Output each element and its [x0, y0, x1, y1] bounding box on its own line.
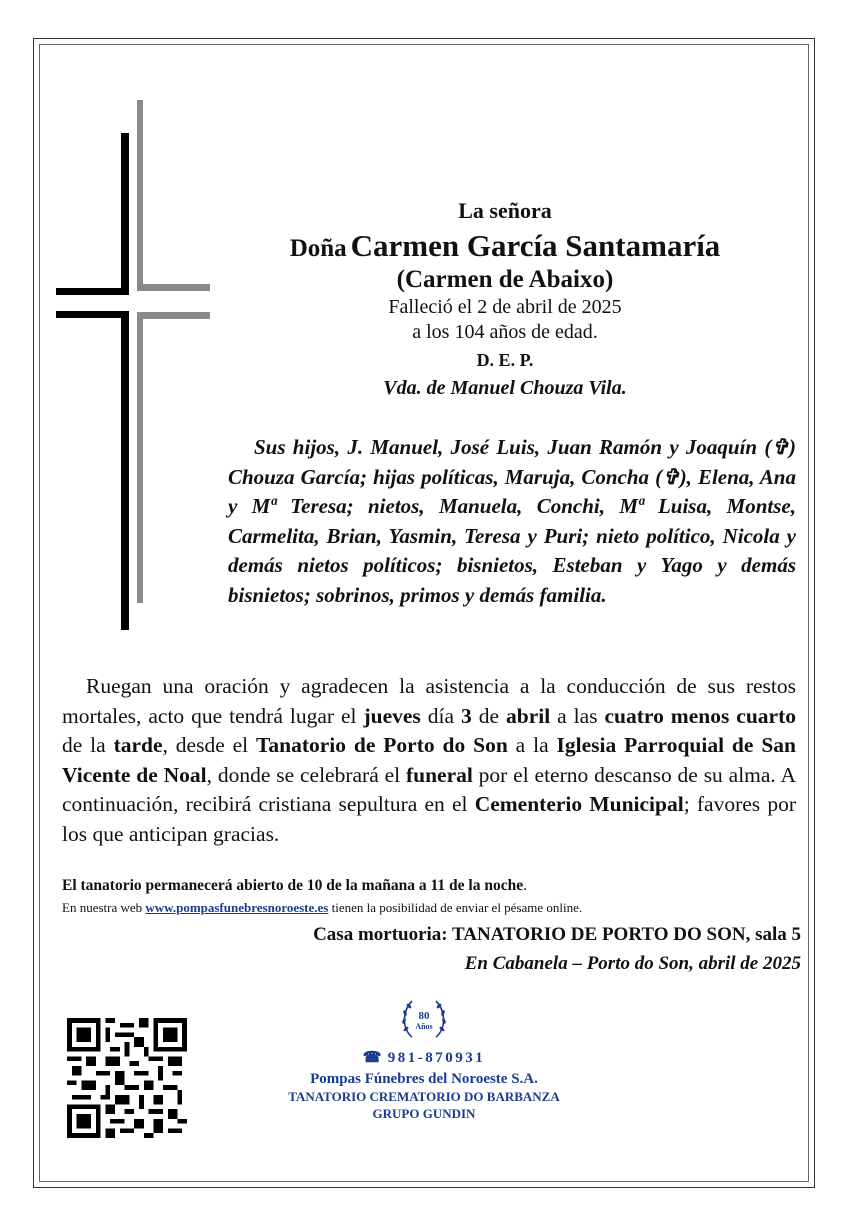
group-name: GRUPO GUNDIN — [372, 1106, 476, 1121]
anniversary-logo — [396, 995, 452, 1045]
funeral-word: funeral — [405, 762, 473, 787]
cemetery-name: Cementerio Municipal — [474, 792, 684, 816]
announcement-text: de la — [62, 733, 114, 757]
departure-location: Tanatorio de Porto do Son — [256, 733, 508, 757]
phone-icon: ☎ — [362, 1050, 382, 1066]
announcement-text: de — [471, 703, 506, 728]
family-list — [228, 433, 796, 610]
opening-hours-period: . — [523, 877, 527, 894]
day-number: 3 — [461, 703, 472, 728]
announcement-text: por el eterno descanso de su alma. A continuación, recibirá cristiana sepultura en el — [62, 762, 796, 816]
condolence-note — [62, 900, 802, 916]
widow-of: Vda. de Manuel Chouza Vila. — [383, 377, 627, 399]
phone-line — [250, 1048, 598, 1067]
qr-code[interactable] — [67, 1018, 187, 1138]
deceased-name: Carmen García Santamaría — [350, 228, 721, 263]
cross-icon — [56, 100, 210, 630]
month: abril — [505, 703, 551, 728]
age-at-death: a los 104 años de edad. — [412, 321, 598, 343]
family-text-1: Sus hijos, J. Manuel, José Luis, Juan Ramón y Joaquín ( — [254, 435, 772, 459]
deceased-cross-icon: ✞ — [771, 435, 789, 459]
announcement-text: a las — [550, 703, 605, 728]
web-note-text: En nuestra web — [62, 900, 146, 915]
announcement-text: Ruegan una oración y agradecen la asistencia a la conducción de sus restos mortales, acto que tendrá lugar el — [62, 674, 796, 728]
obituary-header — [200, 198, 810, 400]
ceremony-time: cuatro menos cuarto — [604, 703, 796, 728]
company-footer — [250, 1048, 598, 1122]
announcement-text: , donde se celebrará el — [206, 762, 406, 787]
deceased-name-line — [200, 228, 810, 264]
opening-hours-text: El tanatorio permanecerá abierto de 10 de la mañana a 11 de la noche — [62, 877, 524, 894]
funeral-home: Casa mortuoria: TANATORIO DE PORTO DO SON, sala 5 — [313, 924, 801, 945]
family-text-3: ), Elena, Ana y Mª Teresa; nietos, Manuela, Conchi, Mª Luisa, Montse, Carmelita, Brian, Yasmin, Teresa y Puri; nieto político, Nicola y demás nietos políticos; bisnietos, Esteban y Yago y demás bisnietos; sobrinos, primos y demás familia. — [228, 464, 796, 607]
rip-text: D. E. P. — [476, 350, 534, 370]
deceased-cross-icon: ✞ — [662, 464, 680, 489]
intro-text: La señora — [458, 198, 552, 223]
opening-hours — [62, 877, 802, 895]
church-name: Iglesia Parroquial de San Vicente de Noal — [62, 733, 796, 787]
title-prefix: Doña — [289, 235, 347, 262]
time-of-day: tarde — [113, 733, 163, 757]
logo-word: Años — [415, 1022, 433, 1031]
phone-number: 981-870931 — [387, 1050, 486, 1066]
company-name: Pompas Fúnebres del Noroeste S.A. — [310, 1071, 538, 1087]
nickname: (Carmen de Abaixo) — [396, 266, 614, 293]
website-link[interactable]: www.pompasfunebresnoroeste.es — [145, 900, 329, 915]
family-text-2: ) Chouza García; hijas políticas, Maruja, Concha ( — [228, 435, 796, 489]
logo-number: 80 — [418, 1010, 430, 1022]
place-and-date: En Cabanela – Porto do Son, abril de 2025 — [464, 953, 801, 974]
announcement-text: a la — [507, 733, 557, 757]
announcement-text: ; favores por los que anticipan gracias. — [62, 792, 797, 846]
crematorium-name: TANATORIO CREMATORIO DO BARBANZA — [288, 1089, 560, 1104]
web-note-text: tienen la posibilidad de enviar el pésame online. — [328, 900, 583, 915]
ceremony-announcement — [62, 672, 796, 849]
announcement-text: , desde el — [162, 733, 257, 757]
announcement-text: día — [420, 703, 461, 728]
day-of-week: jueves — [363, 703, 421, 728]
death-date: Falleció el 2 de abril de 2025 — [388, 296, 622, 318]
